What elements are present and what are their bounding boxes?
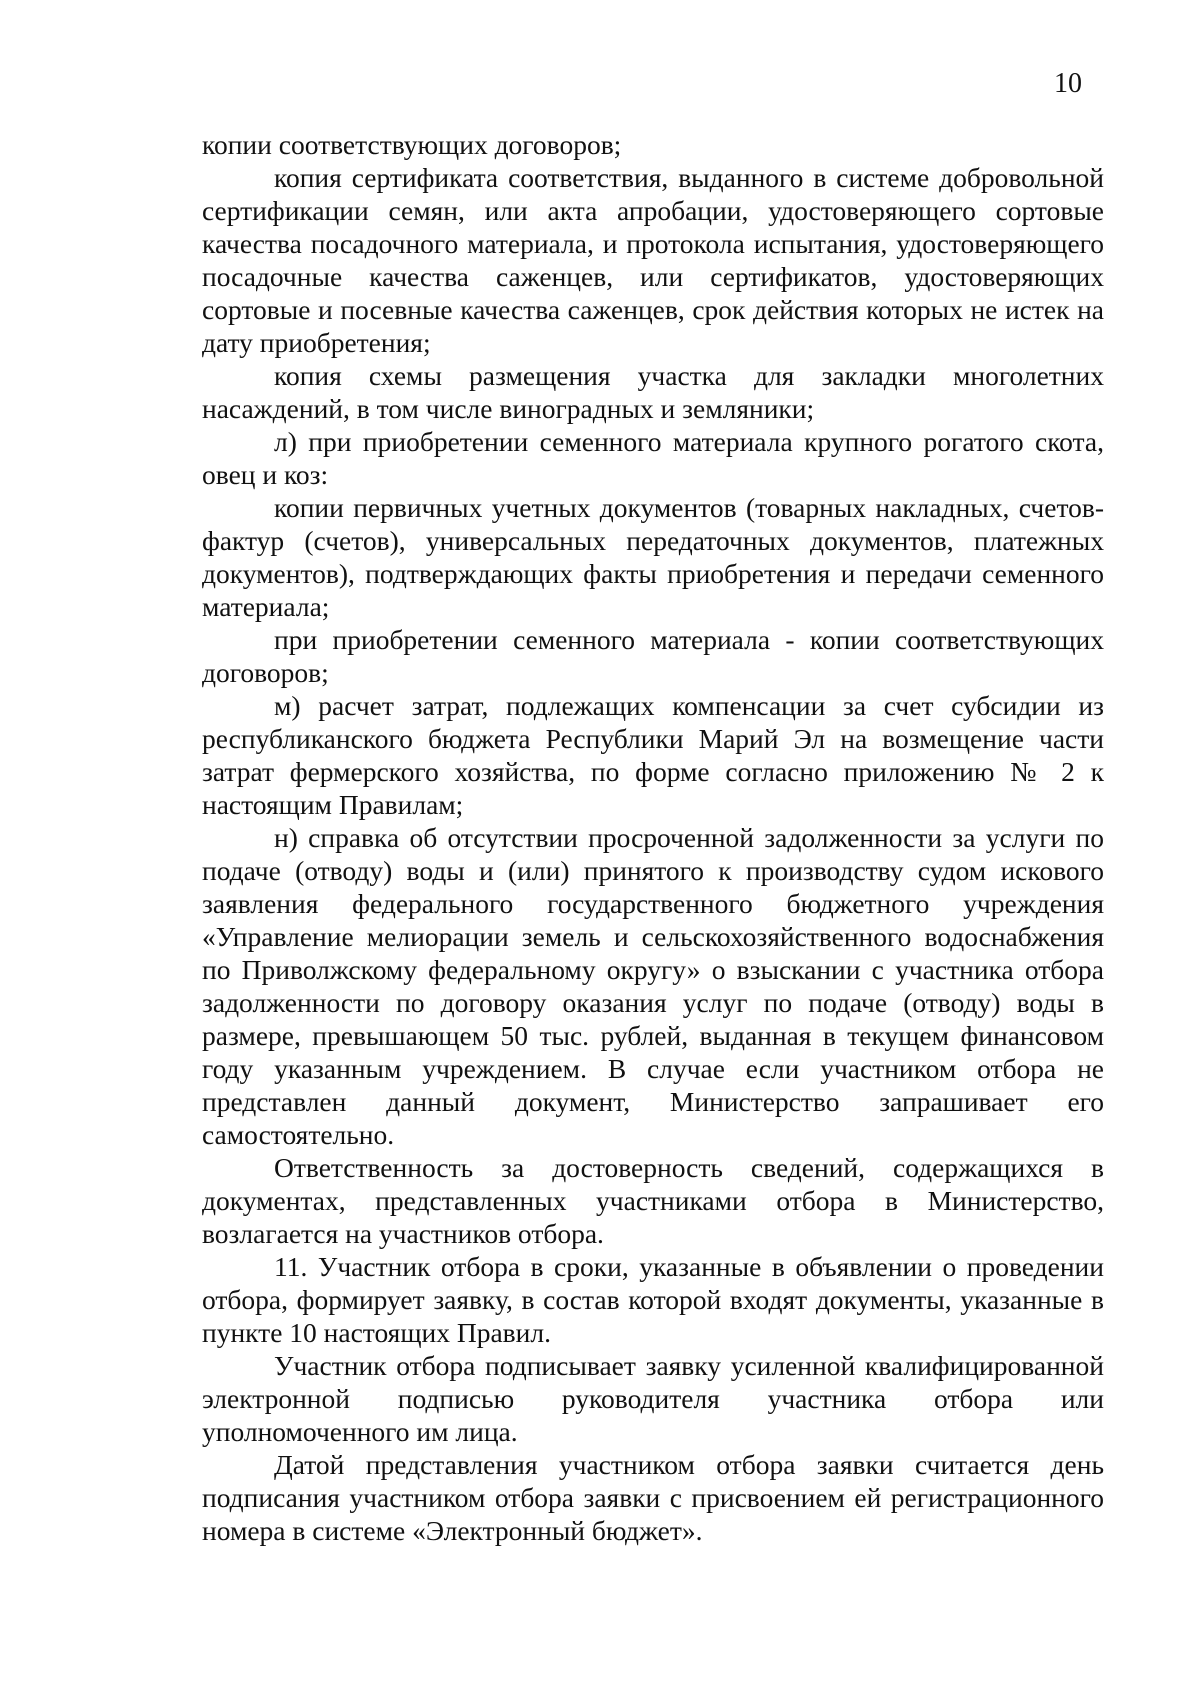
paragraph-seed-contracts: при приобретении семенного материала - копии соответствующих договоров; bbox=[202, 624, 1104, 688]
paragraph-certificate-copy: копия сертификата соответствия, выданного в системе добровольной сертификации семян, или акта апробации, удостоверяющего сортовые качества посадочного материала, и протокола испытания, удостоверяющего посадочные качества саженцев, или сертификатов, удостоверяющих сортовые и посевные качества саженцев, срок действия которых не истек на дату приобретения; bbox=[202, 162, 1104, 358]
paragraph-submission-date: Датой представления участником отбора заявки считается день подписания участником отбора заявки с присвоением ей регистрационного номера в системе «Электронный бюджет». bbox=[202, 1449, 1104, 1546]
page-number: 10 bbox=[1054, 68, 1082, 99]
paragraph-contracts-copies: копии соответствующих договоров; bbox=[202, 129, 622, 160]
paragraph-primary-documents: копии первичных учетных документов (товарных накладных, счетов-фактур (счетов), универсальных передаточных документов, платежных документов), подтверждающих факты приобретения и передачи семенного материала; bbox=[202, 492, 1104, 622]
paragraph-plot-scheme: копия схемы размещения участка для закладки многолетних насаждений, в том числе виноградных и земляники; bbox=[202, 360, 1104, 424]
paragraph-section-11: 11. Участник отбора в сроки, указанные в объявлении о проведении отбора, формирует заявку, в состав которой входят документы, указанные в пункте 10 настоящих Правил. bbox=[202, 1251, 1104, 1348]
paragraph-item-n: н) справка об отсутствии просроченной задолженности за услуги по подаче (отводу) воды и (или) принятого к производству судом искового заявления федерального государственного бюджетного учреждения «Управление мелиорации земель и сельскохозяйственного водоснабжения по Приволжскому федеральному округу» о взыскании с участника отбора задолженности по договору оказания услуг по подаче (отводу) воды в размере, превышающем 50 тыс. рублей, выданная в текущем финансовом году указанным учреждением. В случае если участником отбора не представлен данный документ, Министерство запрашивает его самостоятельно. bbox=[202, 822, 1104, 1150]
paragraph-signature: Участник отбора подписывает заявку усиленной квалифицированной электронной подписью руководителя участника отбора или уполномоченного им лица. bbox=[202, 1350, 1104, 1447]
document-body bbox=[202, 128, 1104, 1547]
paragraph-responsibility: Ответственность за достоверность сведений, содержащихся в документах, представленных участниками отбора в Министерство, возлагается на участников отбора. bbox=[202, 1152, 1104, 1249]
paragraph-item-l: л) при приобретении семенного материала крупного рогатого скота, овец и коз: bbox=[202, 426, 1104, 490]
paragraph-item-m: м) расчет затрат, подлежащих компенсации за счет субсидии из республиканского бюджета Республики Марий Эл на возмещение части затрат фермерского хозяйства, по форме согласно приложению № 2 к настоящим Правилам; bbox=[202, 690, 1104, 820]
